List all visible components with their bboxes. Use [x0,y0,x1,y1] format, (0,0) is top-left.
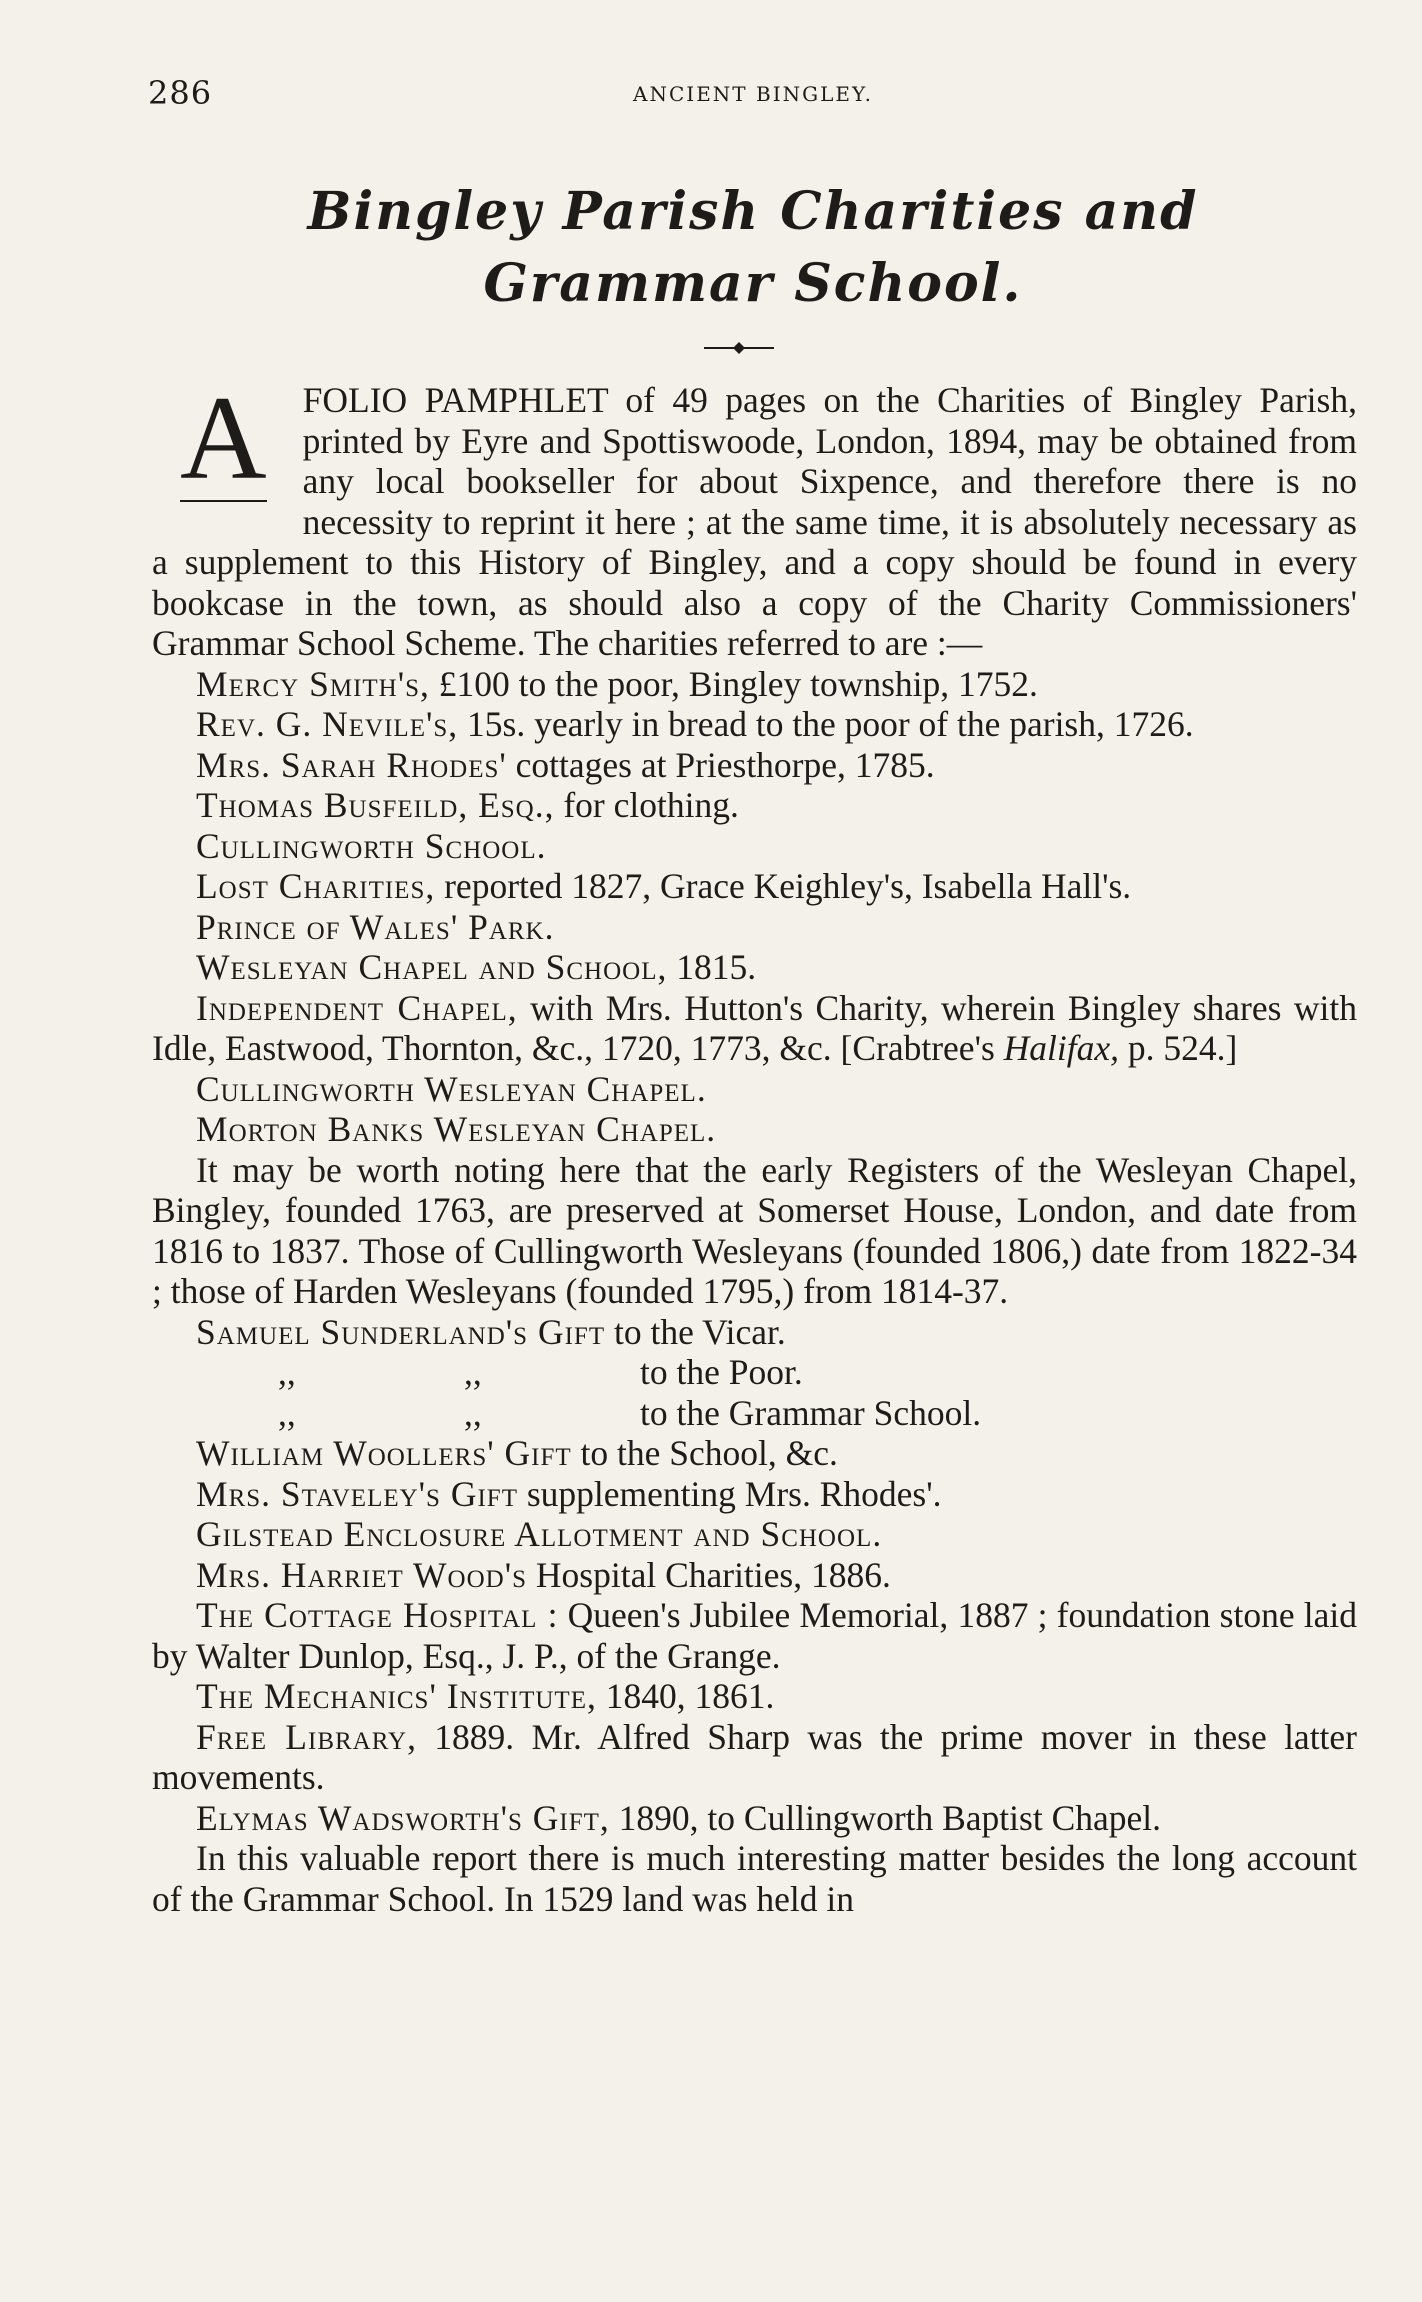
closing-paragraph: In this valuable report there is much interesting matter besides the long account of the Grammar School. In 1529 land was held in [152,1838,1357,1919]
entry-mercy-smith: Mercy Smith's, £100 to the poor, Bingley township, 1752. [196,663,1038,704]
entry-mechanics: The Mechanics' Institute, 1840, 1861. [196,1676,775,1716]
entry-wadsworth: Elymas Wadsworth's Gift, 1890, to Cullingworth Baptist Chapel. [196,1797,1162,1838]
entry-lost-charities: Lost Charities, reported 1827, Grace Keighley's, Isabella Hall's. [196,866,1132,906]
sunderland-school-row: ,, ,, to the Grammar School. [278,1392,982,1433]
entry-cullingworth-wesleyan: Cullingworth Wesleyan Chapel. [196,1068,707,1109]
entry-rhodes: Mrs. Sarah Rhodes' cottages at Priesthorpe, 1785. [196,744,935,785]
entry-free-library: Free Library, 1889. Mr. Alfred Sharp was the prime mover in these latter movements. [152,1716,1357,1797]
entry-wood: Mrs. Harriet Wood's Hospital Charities, 1886. [196,1554,891,1595]
drop-cap: A [180,371,267,504]
entry-staveley: Mrs. Staveley's Gift supplementing Mrs. Rhodes'. [196,1473,942,1514]
registers-paragraph: It may be worth noting here that the early Registers of the Wesleyan Chapel, Bingley, founded 1763, are preserved at Somerset House, London, and date from 1816 to 1837. Those of Cullingworth Wesleyans (founded 1806,) date from 1822-34 ; those of Harden Wesleyans (founded 1795,) from 1814-37. [152,1149,1357,1311]
opening-paragraph [152,371,1357,664]
entry-cullingworth-school: Cullingworth School. [196,825,547,866]
entry-busfeild: Thomas Busfeild, Esq., for clothing. [196,785,739,825]
entry-gilstead: Gilstead Enclosure Allotment and School. [196,1514,883,1554]
page-number: 286 [148,74,213,112]
entry-wesleyan-chapel: Wesleyan Chapel and School, 1815. [196,947,757,987]
chapter-title-line-2: Grammar School. [483,253,1023,314]
page-header [148,74,1358,118]
entry-nevile: Rev. G. Nevile's, 15s. yearly in bread to the poor of the parish, 1726. [196,704,1194,744]
entry-cottage-hospital: The Cottage Hospital : Queen's Jubilee Memorial, 1887 ; foundation stone laid by Walter Dunlop, Esq., J. P., of the Grange. [152,1595,1357,1676]
chapter-title [148,176,1358,320]
opening-text: FOLIO PAMPHLET of 49 pages on the Charities of Bingley Parish, printed by Eyre and Spottiswoode, London, 1894, may be obtained from any local bookseller for about Sixpence, and therefore there is no necessity to reprint it here ; at the same time, it is absolutely necessary as a supplement to this History of Bingley, and a copy should be found in every bookcase in the town, as should also a copy of the Charity Commissioners' Grammar School Scheme. The charities referred to are :— [152,380,1357,663]
ornament-divider [704,338,774,358]
sunderland-poor-row: ,, ,, to the Poor. [278,1352,803,1392]
entry-woollers: William Woollers' Gift to the School, &c. [196,1433,838,1473]
entry-morton-banks: Morton Banks Wesleyan Chapel. [196,1109,717,1149]
entry-sunderland: Samuel Sunderland's Gift to the Vicar. [196,1311,786,1352]
entry-independent-chapel: Independent Chapel, with Mrs. Hutton's Charity, wherein Bingley shares with Idle, Eastwood, Thornton, &c., 1720, 1773, &c. [Crabtree's Halifax, p. 524.] [152,987,1357,1068]
chapter-title-line-1: Bingley Parish Charities and [307,181,1199,242]
entry-prince-of-wales: Prince of Wales' Park. [196,906,555,947]
running-head: ANCIENT BINGLEY. [633,82,873,106]
body-text [152,371,1357,1919]
